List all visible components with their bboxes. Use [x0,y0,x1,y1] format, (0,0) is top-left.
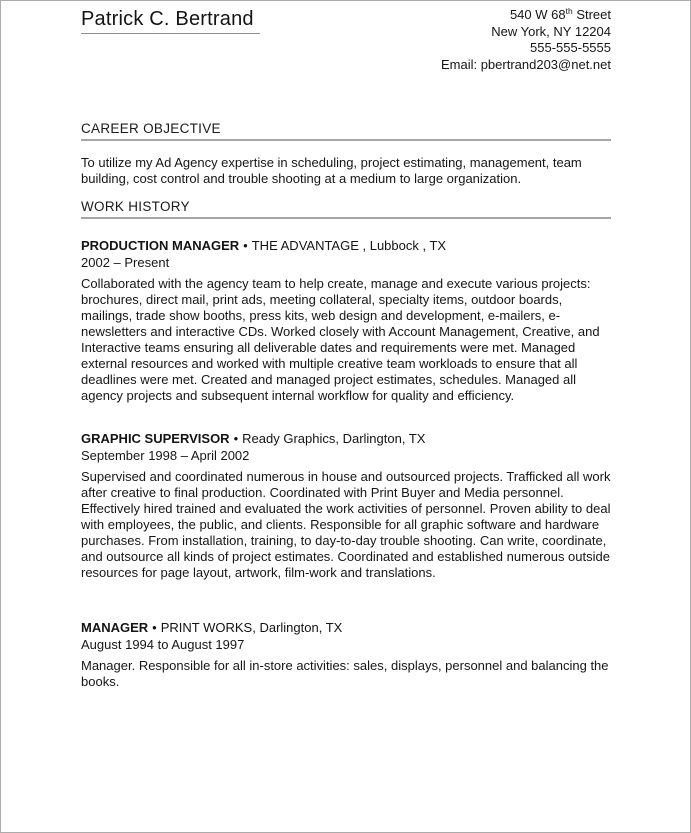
job-dates: August 1994 to August 1997 [81,637,245,652]
job-entry [81,430,611,581]
job-title: MANAGER [81,620,149,635]
job-dates: 2002 – Present [81,255,170,270]
job-title-line [81,237,611,254]
bullet-separator: • [152,620,157,635]
job-company: THE ADVANTAGE , Lubbock , TX [251,238,447,253]
career-objective-text: To utilize my Ad Agency expertise in scheduling, project estimating, management, team building, cost control and trouble shooting at a medium to large organization. [81,155,582,186]
name-block [81,7,260,34]
job-entry [81,619,611,690]
job-description: Manager. Responsible for all in-store activities: sales, displays, personnel and balancing the books. [81,658,609,689]
career-objective-section [81,121,611,187]
work-history-section [81,199,611,690]
phone-line: 555-555-5555 [530,40,611,55]
job-description: Supervised and coordinated numerous in house and outsourced projects. Trafficked all work after creative to final production. Coordinated with Print Buyer and Media personnel. Effectively hired trained and evaluated the work activities of personnel. Proven ability to deal with employees, the public, and clients. Responsible for all graphic software and hardware purchases. From installation, training, to day-to-day trouble shooting. Can write, coordinate, and outsource all kinds of project estimates. Coordinated and established numerous outside resources for page layout, artwork, film-work and translations. [81,469,611,580]
resume-header [81,7,611,73]
job-dates: September 1998 – April 2002 [81,448,250,463]
email-line: Email: pbertrand203@net.net [440,56,611,72]
job-title-line [81,619,611,636]
person-name: Patrick C. Bertrand [81,7,260,34]
city-line: New York, NY 12204 [491,23,611,39]
job-entry [81,237,611,404]
address-line [441,7,611,24]
bullet-separator: • [233,431,239,446]
job-company: PRINT WORKS, Darlington, TX [160,620,343,635]
address-number: 540 W 68 [509,7,566,22]
contact-block [441,7,611,73]
job-title: PRODUCTION MANAGER [81,238,240,253]
address-street: Street [572,7,611,22]
work-history-heading: WORK HISTORY [81,199,611,219]
career-objective-heading: CAREER OBJECTIVE [81,121,611,141]
resume-content [1,1,690,690]
job-company: Ready Graphics, Darlington, TX [242,431,426,446]
job-description: Collaborated with the agency team to help create, manage and execute various projects: brochures, direct mail, print ads, meeting collateral, specialty items, outdoor boards, mailings, trade show booths, press kits, web design and development, e-mailers, e-newsletters and interactive CDs. Worked closely with Account Management, Creative, and Interactive teams ensuring all deliverable dates and requirements were met. Managed external resources and worked with multiple creative team workloads to ensure that all deadlines were met. Created and managed project estimates, schedules. Managed all agency projects and subsequent internal workflow for quality and efficiency. [81,276,600,403]
job-title-line [81,430,611,447]
job-title: GRAPHIC SUPERVISOR [81,431,230,446]
bullet-separator: • [243,238,248,253]
address-ordinal-suffix: th [565,6,573,16]
